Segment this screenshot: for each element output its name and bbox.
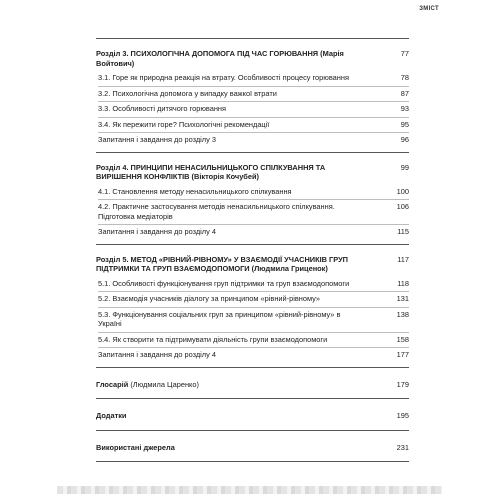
page-number: 87 bbox=[400, 88, 409, 98]
section-title: Розділ 5. МЕТОД «РІВНИЙ-РІВНОМУ» У ВЗАЄМОДІЇ УЧАСНИКІВ ГРУП ПІДТРИМКИ ТА ГРУП ВЗАЄМОДОПОМОГИ (Людмила Гриценок) bbox=[96, 254, 348, 273]
toc-entry[interactable] bbox=[98, 277, 409, 293]
page-number: 177 bbox=[396, 350, 409, 359]
toc-entry[interactable] bbox=[98, 308, 409, 333]
glossary-entry bbox=[96, 368, 409, 400]
decorative-footer-bar bbox=[57, 486, 442, 494]
page-number: 138 bbox=[396, 309, 409, 319]
toc-entry[interactable] bbox=[96, 401, 409, 426]
toc-entry[interactable] bbox=[98, 71, 409, 87]
page-number: 77 bbox=[400, 49, 409, 58]
toc-entry[interactable] bbox=[98, 185, 409, 201]
entry-title: 5.2. Взаємодія учасників діалогу за принципом «рівний-рівному» bbox=[98, 294, 321, 303]
entry-title: 4.1. Становлення методу ненасильницького спілкування bbox=[98, 186, 292, 196]
running-header: ЗМІСТ bbox=[419, 6, 439, 12]
toc-entry[interactable] bbox=[98, 87, 409, 103]
page-number: 131 bbox=[396, 294, 409, 303]
toc-entry[interactable] bbox=[98, 102, 409, 118]
page-number: 99 bbox=[400, 162, 409, 172]
page-number: 115 bbox=[397, 227, 409, 236]
entry-author: (Людмила Царенко) bbox=[128, 379, 199, 389]
page-number: 100 bbox=[396, 186, 409, 196]
section-heading-row[interactable] bbox=[96, 41, 409, 71]
toc-entry[interactable] bbox=[96, 433, 409, 458]
entry-title: Запитання і завдання до розділу 4 bbox=[98, 227, 216, 236]
table-of-contents bbox=[96, 38, 409, 462]
section-4 bbox=[96, 153, 409, 245]
appendices-entry bbox=[96, 399, 409, 431]
entry-title: 3.3. Особливості дитячого горювання bbox=[98, 104, 226, 113]
toc-entry[interactable] bbox=[98, 348, 409, 363]
entry-title: Використані джерела bbox=[96, 442, 175, 452]
page-number: 195 bbox=[396, 411, 409, 420]
section-heading-row[interactable] bbox=[96, 155, 409, 185]
section-title: Розділ 3. ПСИХОЛОГІЧНА ДОПОМОГА ПІД ЧАС ГОРЮВАННЯ (Марія Войтович) bbox=[96, 49, 344, 68]
toc-entry[interactable] bbox=[98, 225, 409, 240]
entry-title: 5.1. Особливості функціонування груп підтримки та груп взаємодопомоги bbox=[98, 278, 350, 288]
page-number: 118 bbox=[397, 278, 409, 288]
page-number: 106 bbox=[396, 202, 409, 211]
entry-title: Запитання і завдання до розділу 4 bbox=[98, 350, 216, 359]
section-3 bbox=[96, 39, 409, 153]
page-number: 78 bbox=[400, 73, 409, 82]
page-number: 96 bbox=[400, 135, 409, 144]
toc-entry[interactable] bbox=[98, 292, 409, 308]
toc-entry[interactable] bbox=[98, 118, 409, 134]
entry-title: 3.2. Психологічна допомога у випадку важкої втрати bbox=[98, 88, 277, 98]
page-number: 117 bbox=[397, 254, 409, 264]
page-number: 158 bbox=[396, 334, 409, 344]
page-number: 93 bbox=[400, 104, 409, 113]
page-number: 179 bbox=[396, 379, 409, 389]
entry-title: 5.4. Як створити та підтримувати діяльність групи взаємодопомоги bbox=[98, 334, 328, 344]
page-number: 231 bbox=[396, 442, 409, 452]
section-heading-row[interactable] bbox=[96, 247, 409, 277]
entry-title: 5.3. Функціонування соціальних груп за принципом «рівний-рівному» в Україні bbox=[98, 309, 341, 328]
toc-entry[interactable] bbox=[98, 333, 409, 349]
toc-entry[interactable] bbox=[98, 133, 409, 148]
toc-entry[interactable] bbox=[98, 200, 409, 225]
entry-title: 3.4. Як пережити горе? Психологічні рекомендації bbox=[98, 119, 270, 129]
entry-title: Запитання і завдання до розділу 3 bbox=[98, 135, 216, 144]
entry-title: 4.2. Практичне застосування методів ненасильницького спілкування. Підготовка медіаторів bbox=[98, 202, 335, 221]
entry-title: Додатки bbox=[96, 411, 127, 420]
section-5 bbox=[96, 245, 409, 368]
references-entry bbox=[96, 431, 409, 463]
toc-entry[interactable] bbox=[96, 370, 409, 395]
entry-title: 3.1. Горе як природна реакція на втрату. Особливості процесу горювання bbox=[98, 73, 349, 82]
section-title: Розділ 4. ПРИНЦИПИ НЕНАСИЛЬНИЦЬКОГО СПІЛКУВАННЯ ТА ВИРІШЕННЯ КОНФЛІКТІВ (Вікторія Кочубей) bbox=[96, 162, 326, 181]
page-number: 95 bbox=[400, 119, 409, 129]
entry-title: Глосарій bbox=[96, 379, 129, 389]
